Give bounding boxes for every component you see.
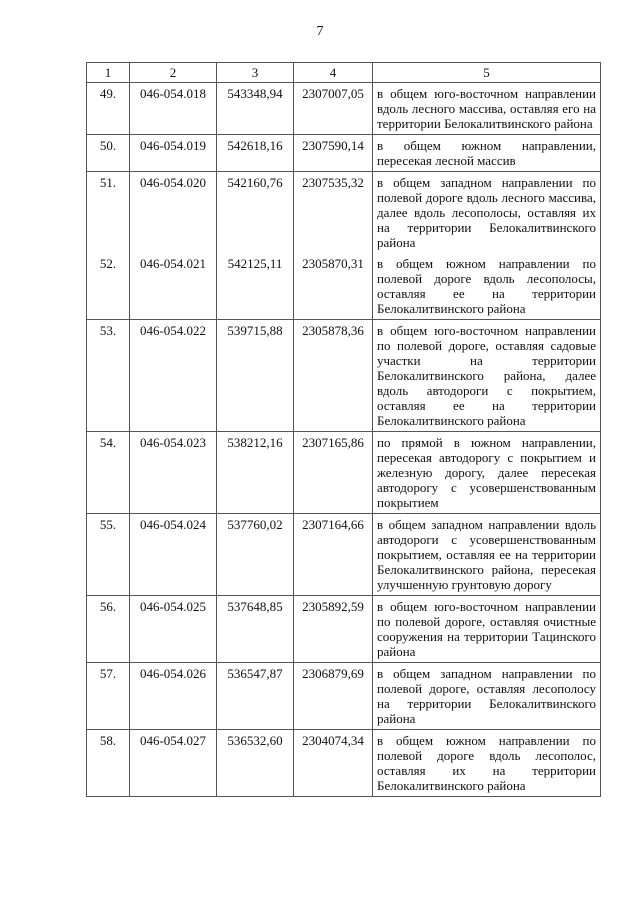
boundary-description: в общем западном направлении по полевой дороге вдоль лесного массива, далее вдоль лесополосы, оставляя их на территории Белокалитвинского района — [373, 172, 601, 254]
row-number: 55. — [87, 514, 130, 596]
column-header: 3 — [217, 63, 294, 83]
point-code: 046-054.024 — [130, 514, 217, 596]
page-number: 7 — [316, 24, 324, 39]
coordinate-x: 537648,85 — [217, 596, 294, 663]
table-row — [87, 596, 601, 663]
point-code: 046-054.018 — [130, 83, 217, 135]
point-code: 046-054.023 — [130, 432, 217, 514]
table-row — [87, 320, 601, 432]
coordinate-y: 2305870,31 — [294, 253, 373, 320]
row-number: 49. — [87, 83, 130, 135]
table-row — [87, 135, 601, 172]
boundary-description: в общем юго-восточном направлении по полевой дороге, оставляя очистные сооружения на территории Тацинского района — [373, 596, 601, 663]
coordinate-y: 2307535,32 — [294, 172, 373, 254]
coordinate-y: 2307007,05 — [294, 83, 373, 135]
coordinate-y: 2307590,14 — [294, 135, 373, 172]
row-number: 56. — [87, 596, 130, 663]
coordinate-y: 2305892,59 — [294, 596, 373, 663]
coordinate-y: 2307164,66 — [294, 514, 373, 596]
point-code: 046-054.020 — [130, 172, 217, 254]
point-code: 046-054.026 — [130, 663, 217, 730]
coordinate-x: 536532,60 — [217, 730, 294, 797]
row-number: 52. — [87, 253, 130, 320]
table-row — [87, 253, 601, 320]
boundary-description: по прямой в южном направлении, пересекая автодорогу с покрытием и железную дорогу, далее пересекая автодорогу с усовершенствованным покрытием — [373, 432, 601, 514]
point-code: 046-054.027 — [130, 730, 217, 797]
row-number: 51. — [87, 172, 130, 254]
point-code: 046-054.025 — [130, 596, 217, 663]
boundary-description: в общем юго-восточном направлении по полевой дороге, оставляя садовые участки на территории Белокалитвинского района, далее вдоль автодороги с покрытием, оставляя ее на территории Белокалитвинского района — [373, 320, 601, 432]
coordinate-y: 2307165,86 — [294, 432, 373, 514]
column-header: 2 — [130, 63, 217, 83]
boundary-description: в общем юго-восточном направлении вдоль лесного массива, оставляя его на территории Белокалитвинского района — [373, 83, 601, 135]
boundary-description: в общем южном направлении по полевой дороге вдоль лесополос, оставляя их на территории Белокалитвинского района — [373, 730, 601, 797]
boundary-description: в общем южном направлении, пересекая лесной массив — [373, 135, 601, 172]
row-number: 53. — [87, 320, 130, 432]
coordinate-x: 542160,76 — [217, 172, 294, 254]
row-number: 57. — [87, 663, 130, 730]
row-number: 54. — [87, 432, 130, 514]
column-header: 4 — [294, 63, 373, 83]
column-header: 5 — [373, 63, 601, 83]
coordinate-x: 538212,16 — [217, 432, 294, 514]
table-row — [87, 83, 601, 135]
coordinate-x: 542618,16 — [217, 135, 294, 172]
boundary-description: в общем западном направлении по полевой дороге, оставляя лесополосу на территории Белокалитвинского района — [373, 663, 601, 730]
coordinate-x: 536547,87 — [217, 663, 294, 730]
table-row — [87, 432, 601, 514]
coordinate-y: 2304074,34 — [294, 730, 373, 797]
coordinate-x: 537760,02 — [217, 514, 294, 596]
table-row — [87, 172, 601, 254]
row-number: 58. — [87, 730, 130, 797]
table-header-row — [87, 63, 601, 83]
coordinate-x: 539715,88 — [217, 320, 294, 432]
boundary-points-table — [86, 62, 601, 797]
coordinate-y: 2306879,69 — [294, 663, 373, 730]
point-code: 046-054.021 — [130, 253, 217, 320]
row-number: 50. — [87, 135, 130, 172]
coordinate-x: 543348,94 — [217, 83, 294, 135]
column-header: 1 — [87, 63, 130, 83]
boundary-description: в общем южном направлении по полевой дороге вдоль лесополосы, оставляя ее на территории Белокалитвинского района — [373, 253, 601, 320]
table-row — [87, 730, 601, 797]
coordinate-y: 2305878,36 — [294, 320, 373, 432]
boundary-description: в общем западном направлении вдоль автодороги с усовершенствованным покрытием, оставляя ее на территории Белокалитвинского района, пересекая улучшенную грунтовую дорогу — [373, 514, 601, 596]
coordinate-x: 542125,11 — [217, 253, 294, 320]
point-code: 046-054.022 — [130, 320, 217, 432]
table-row — [87, 514, 601, 596]
point-code: 046-054.019 — [130, 135, 217, 172]
table-row — [87, 663, 601, 730]
